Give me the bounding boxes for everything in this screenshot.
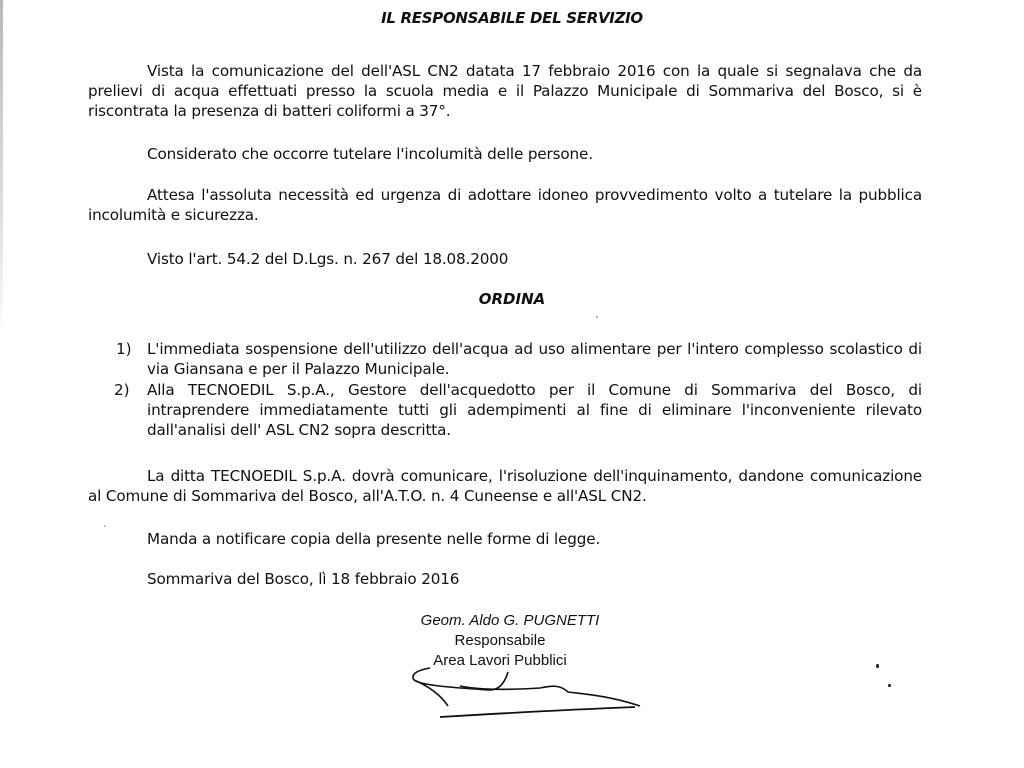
paragraph-tecnoedil: La ditta TECNOEDIL S.p.A. dovrà comunicare, l'risoluzione dell'inquinamento, dandone comunicazione al Comune di Sommariva del Bosco, all'A.T.O. n. 4 Cuneense e all'ASL CN2. <box>88 467 922 505</box>
document-heading: IL RESPONSABILE DEL SERVIZIO <box>381 9 643 27</box>
order-number: 1) <box>116 340 132 358</box>
paragraph-considerato: Considerato che occorre tutelare l'incolumità delle persone. <box>147 145 593 163</box>
signatory-name: Geom. Aldo G. PUGNETTI <box>420 612 600 629</box>
paragraph-vista: Vista la comunicazione del dell'ASL CN2 datata 17 febbraio 2016 con la quale si segnalava che da prelievi di acqua effettuati presso la scuola media e il Palazzo Municipale di Sommariva del Bosco, si è riscontrata la presenza di batteri coliformi a 37°. <box>88 62 922 120</box>
paragraph-manda: Manda a notificare copia della presente nelle forme di legge. <box>147 530 601 548</box>
handwritten-signature <box>400 660 650 730</box>
scan-speck <box>104 525 106 527</box>
signatory-role: Responsabile <box>454 632 546 649</box>
place-date: Sommariva del Bosco, lì 18 febbraio 2016 <box>147 570 460 588</box>
scan-edge-shadow <box>0 0 3 340</box>
order-text: Alla TECNOEDIL S.p.A., Gestore dell'acquedotto per il Comune di Sommariva del Bosco, di intraprendere immediatamente tutti gli adempimenti al fine di eliminare l'inconveniente rilevato dall'analisi dell' ASL CN2 sopra descritta. <box>147 381 922 439</box>
order-number: 2) <box>114 381 130 399</box>
scan-speck <box>876 664 879 668</box>
signature-stroke <box>414 680 448 706</box>
paragraph-visto-art: Visto l'art. 54.2 del D.Lgs. n. 267 del 18.08.2000 <box>147 250 509 268</box>
signature-stroke <box>440 707 635 717</box>
paragraph-attesa: Attesa l'assoluta necessità ed urgenza di adottare idoneo provvedimento volto a tutelare la pubblica incolumità e sicurezza. <box>88 186 922 224</box>
order-text: L'immediata sospensione dell'utilizzo dell'acqua ad uso alimentare per l'intero complesso scolastico di via Giansana e per il Palazzo Municipale. <box>147 340 922 378</box>
ordina-heading: ORDINA <box>478 290 546 308</box>
signature-stroke <box>460 686 640 706</box>
signatory-area: Area Lavori Pubblici <box>433 652 567 669</box>
scan-speck <box>596 316 598 318</box>
scan-speck <box>888 684 891 687</box>
